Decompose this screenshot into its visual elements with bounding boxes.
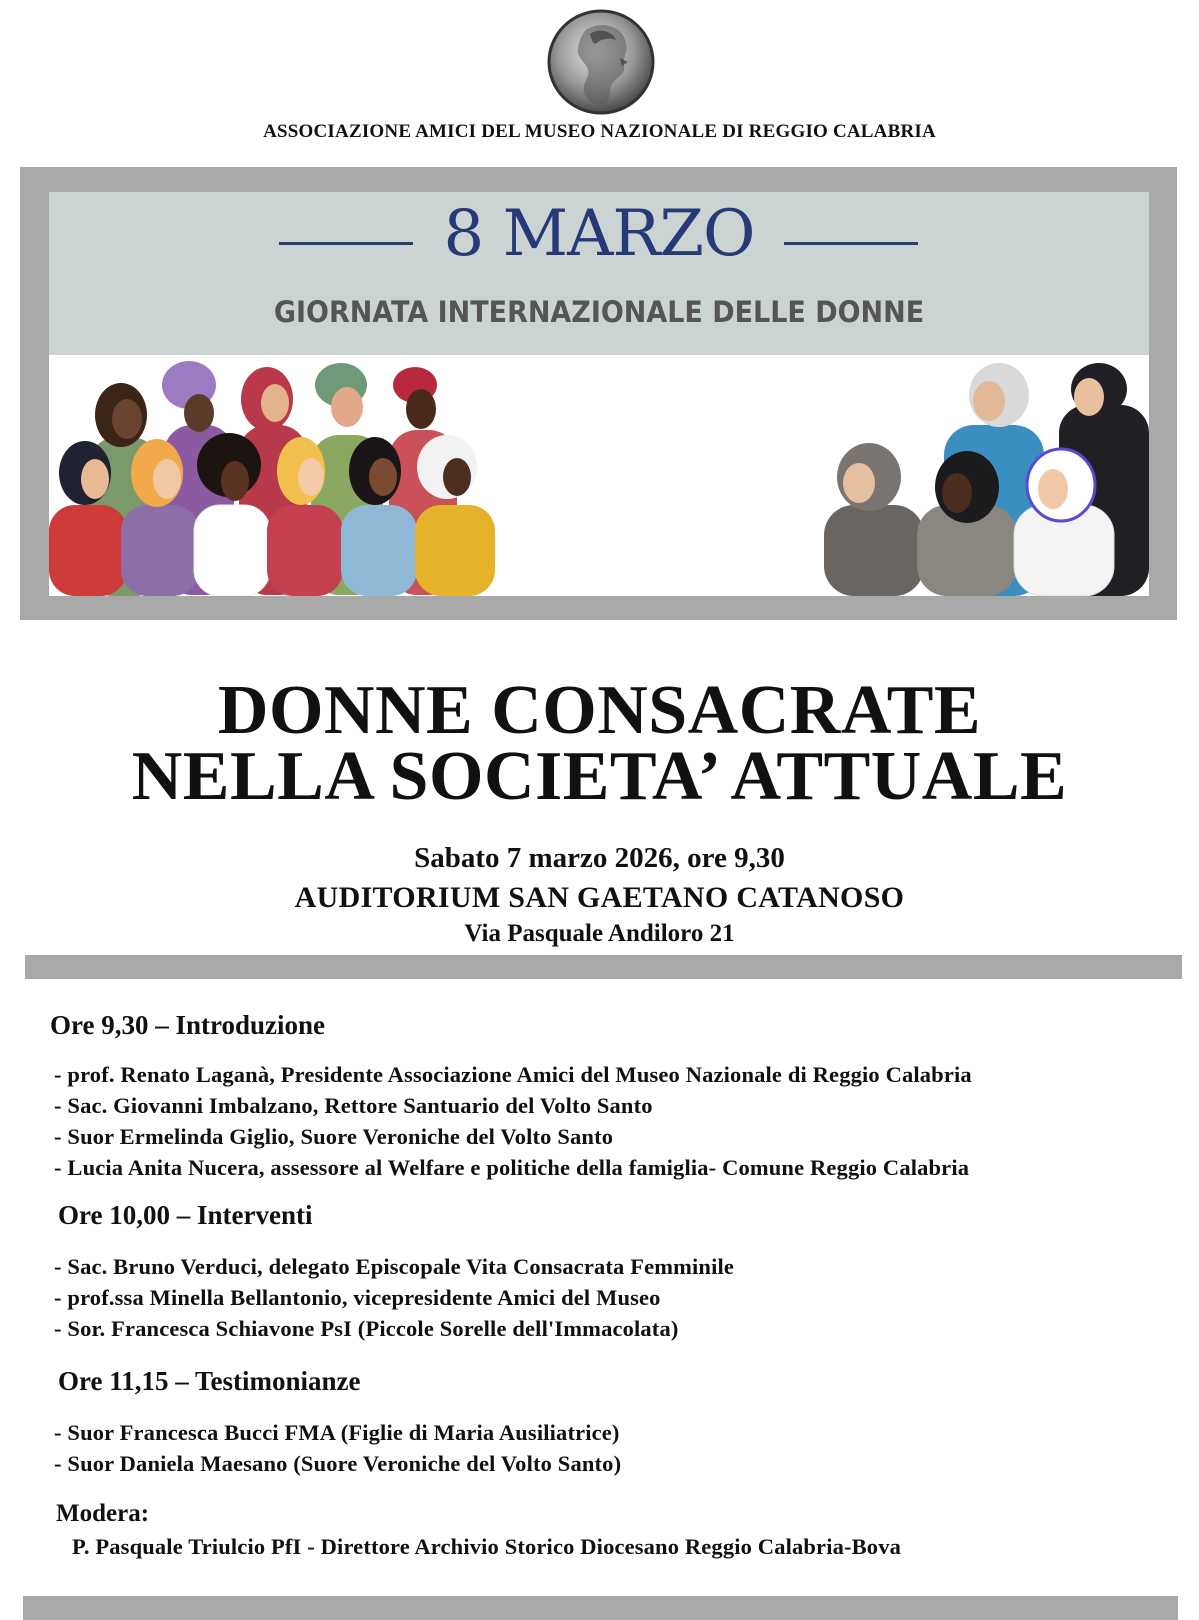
banner-subtitle: GIORNATA INTERNAZIONALE DELLE DONNE <box>273 295 925 329</box>
list-item: - prof. Renato Laganà, Presidente Associazione Amici del Museo Nazionale di Reggio Calabria <box>54 1062 972 1087</box>
event-title-line-1: DONNE CONSACRATE <box>217 672 982 749</box>
testimonies-heading: Ore 11,15 – Testimonianze <box>58 1366 361 1396</box>
intro-heading: Ore 9,30 – Introduzione <box>50 1010 326 1040</box>
event-date-time: Sabato 7 marzo 2026, ore 9,30 <box>414 842 785 874</box>
women-group-left-illustration <box>49 361 495 596</box>
nuns-group-right-illustration <box>824 363 1149 596</box>
ancient-coin-profile-icon <box>546 8 656 116</box>
list-item: - Suor Ermelinda Giglio, Suore Veroniche del Volto Santo <box>54 1124 614 1149</box>
moderator-name: P. Pasquale Triulcio PfI - Direttore Archivio Storico Diocesano Reggio Calabria-Bova <box>72 1534 901 1559</box>
talks-heading: Ore 10,00 – Interventi <box>58 1200 313 1230</box>
list-item: - Suor Francesca Bucci FMA (Figlie di Maria Ausiliatrice) <box>54 1420 620 1445</box>
event-title-line-2: NELLA SOCIETA’ ATTUALE <box>131 738 1068 815</box>
footer-bar <box>23 1596 1178 1620</box>
event-venue: AUDITORIUM SAN GAETANO CATANOSO <box>294 881 905 914</box>
banner-date: 8 MARZO <box>443 197 755 271</box>
moderator-heading: Modera: <box>56 1500 150 1527</box>
list-item: - prof.ssa Minella Bellantonio, vicepresidente Amici del Museo <box>54 1285 661 1310</box>
banner-title-band <box>49 192 1149 355</box>
list-item: - Suor Daniela Maesano (Suore Veroniche del Volto Santo) <box>54 1451 622 1476</box>
organization-name: ASSOCIAZIONE AMICI DEL MUSEO NAZIONALE DI REGGIO CALABRIA <box>263 121 936 142</box>
list-item: - Sac. Giovanni Imbalzano, Rettore Santuario del Volto Santo <box>54 1093 653 1118</box>
list-item: - Sac. Bruno Verduci, delegato Episcopale Vita Consacrata Femminile <box>54 1254 735 1279</box>
divider-bar <box>25 955 1182 979</box>
list-item: - Lucia Anita Nucera, assessore al Welfare e politiche della famiglia- Comune Reggio Calabria <box>54 1155 970 1180</box>
women-illustration <box>49 355 1149 596</box>
list-item: - Sor. Francesca Schiavone PsI (Piccole Sorelle dell'Immacolata) <box>54 1316 679 1341</box>
event-address: Via Pasquale Andiloro 21 <box>464 920 735 947</box>
